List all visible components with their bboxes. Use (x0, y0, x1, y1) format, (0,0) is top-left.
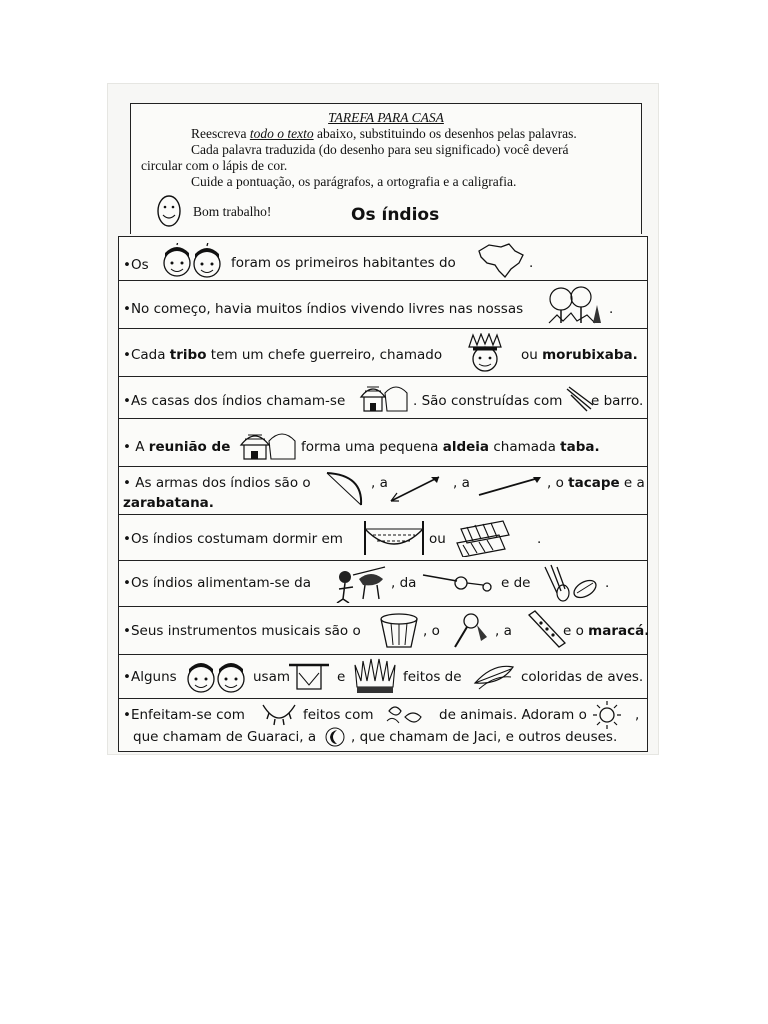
fishing-icon (419, 567, 493, 597)
row-text-part: tem um chefe guerreiro, chamado (206, 347, 443, 363)
feathers-icon (471, 661, 517, 691)
row-text: • As armas dos índios são o (123, 475, 311, 491)
row-text: feitos com (303, 707, 374, 723)
row-text: , da (391, 575, 417, 591)
row-text (547, 475, 645, 491)
row-text: •Os (123, 257, 149, 273)
greeting-text: Bom trabalho! (193, 204, 272, 219)
key-word: taba. (560, 439, 600, 455)
row-text: e de (501, 575, 531, 591)
row-text-part: ou (521, 347, 543, 363)
row-text (301, 439, 600, 455)
row-text (123, 347, 442, 363)
moon-icon (323, 725, 347, 749)
row-text: . (529, 255, 534, 271)
row-text: de animais. Adoram o (439, 707, 587, 723)
row-text: , a (495, 623, 512, 639)
instruction-text: Reescreva (191, 126, 250, 141)
row-text: , o (423, 623, 440, 639)
forest-icon (543, 285, 607, 327)
row-text: •Enfeitam-se com (123, 707, 245, 723)
row-text: •Seus instrumentos musicais são o (123, 623, 361, 639)
row-text-part: • A (123, 439, 149, 455)
hut-icon (239, 425, 297, 463)
row-text: •Os índios alimentam-se da (123, 575, 311, 591)
row-text: •No começo, havia muitos índios vivendo livres nas nossas (123, 301, 524, 317)
key-word: tacape (568, 475, 620, 491)
sentence-row-11 (118, 698, 648, 752)
sentence-row-8 (118, 560, 648, 608)
row-text: •As casas dos índios chamam-se (123, 393, 346, 409)
sentence-row-6 (118, 466, 648, 516)
row-text-part: , o (547, 475, 569, 491)
row-text: , a (453, 475, 470, 491)
key-word: aldeia (442, 439, 490, 455)
indigenous-children-icon (159, 243, 229, 279)
key-word: reunião de (148, 439, 231, 455)
sun-icon (591, 699, 623, 731)
corn-icon (537, 563, 603, 603)
row-text: . (605, 575, 610, 591)
sentence-row-1 (118, 236, 648, 282)
teeth-icon (383, 701, 427, 731)
hunt-icon (331, 565, 389, 603)
hut-icon (359, 379, 409, 415)
brazil-map-icon (475, 241, 527, 279)
row-text (563, 623, 649, 639)
instruction-line-2: Cada palavra traduzida (do desenho para seu significado) você deverá (191, 142, 569, 157)
rattle-icon (447, 611, 493, 651)
sentence-row-4 (118, 376, 648, 420)
sentence-row-7 (118, 514, 648, 562)
key-word: tribo (169, 347, 207, 363)
row-text: e (337, 669, 346, 685)
row-text: coloridas de aves. (521, 669, 644, 685)
necklace-icon (259, 701, 299, 731)
row-text (521, 347, 638, 363)
key-word: zarabatana. (123, 495, 214, 511)
instruction-text: abaixo, substituindo os desenhos pelas palavras. (313, 126, 577, 141)
row-text: foram os primeiros habitantes do (231, 255, 456, 271)
row-text: e barro. (591, 393, 644, 409)
loincloth-icon (287, 659, 331, 695)
row-text-part: forma uma pequena (301, 439, 443, 455)
sentence-row-2 (118, 280, 648, 330)
mat-icon (453, 519, 513, 557)
chief-icon (465, 333, 505, 375)
arrow-icon (387, 471, 447, 505)
smiley-icon (155, 192, 183, 230)
homework-instructions (130, 103, 642, 234)
row-text: ou (429, 531, 446, 547)
drum-icon (377, 611, 421, 651)
key-word: morubixaba. (542, 347, 638, 363)
row-text-part: e o (563, 623, 589, 639)
row-text: feitos de (403, 669, 462, 685)
row-text: •Alguns (123, 669, 177, 685)
instruction-line-4: Cuide a pontuação, os parágrafos, a ortografia e a caligrafia. (191, 174, 517, 189)
instruction-line-3: circular com o lápis de cor. (141, 158, 288, 173)
row-text: que chamam de Guaraci, a (133, 729, 317, 745)
instruction-line-1 (191, 126, 577, 142)
flute-icon (523, 609, 567, 651)
row-text (123, 439, 230, 455)
homework-title: TAREFA PARA CASA (328, 110, 444, 125)
headdress-icon (351, 657, 399, 697)
row-text: , (635, 707, 640, 723)
sentence-row-5 (118, 418, 648, 468)
key-word: maracá. (588, 623, 650, 639)
bow-icon (323, 469, 367, 509)
instruction-emphasis: todo o texto (249, 126, 314, 141)
sentence-row-10 (118, 654, 648, 700)
spear-icon (475, 473, 543, 499)
indigenous-children-icon (183, 657, 251, 695)
sentence-row-3 (118, 328, 648, 378)
row-text-part: e a (619, 475, 645, 491)
row-text-part: •Cada (123, 347, 170, 363)
row-text: , a (371, 475, 388, 491)
row-text: . (537, 531, 542, 547)
row-text: usam (253, 669, 291, 685)
sentence-row-9 (118, 606, 648, 656)
row-text: , que chamam de Jaci, e outros deuses. (351, 729, 618, 745)
row-text: . (609, 301, 614, 317)
row-text-part: chamada (489, 439, 561, 455)
row-text: . São construídas com (413, 393, 563, 409)
hammock-icon (361, 519, 427, 557)
row-text: •Os índios costumam dormir em (123, 531, 343, 547)
worksheet-title: Os índios (351, 205, 440, 225)
